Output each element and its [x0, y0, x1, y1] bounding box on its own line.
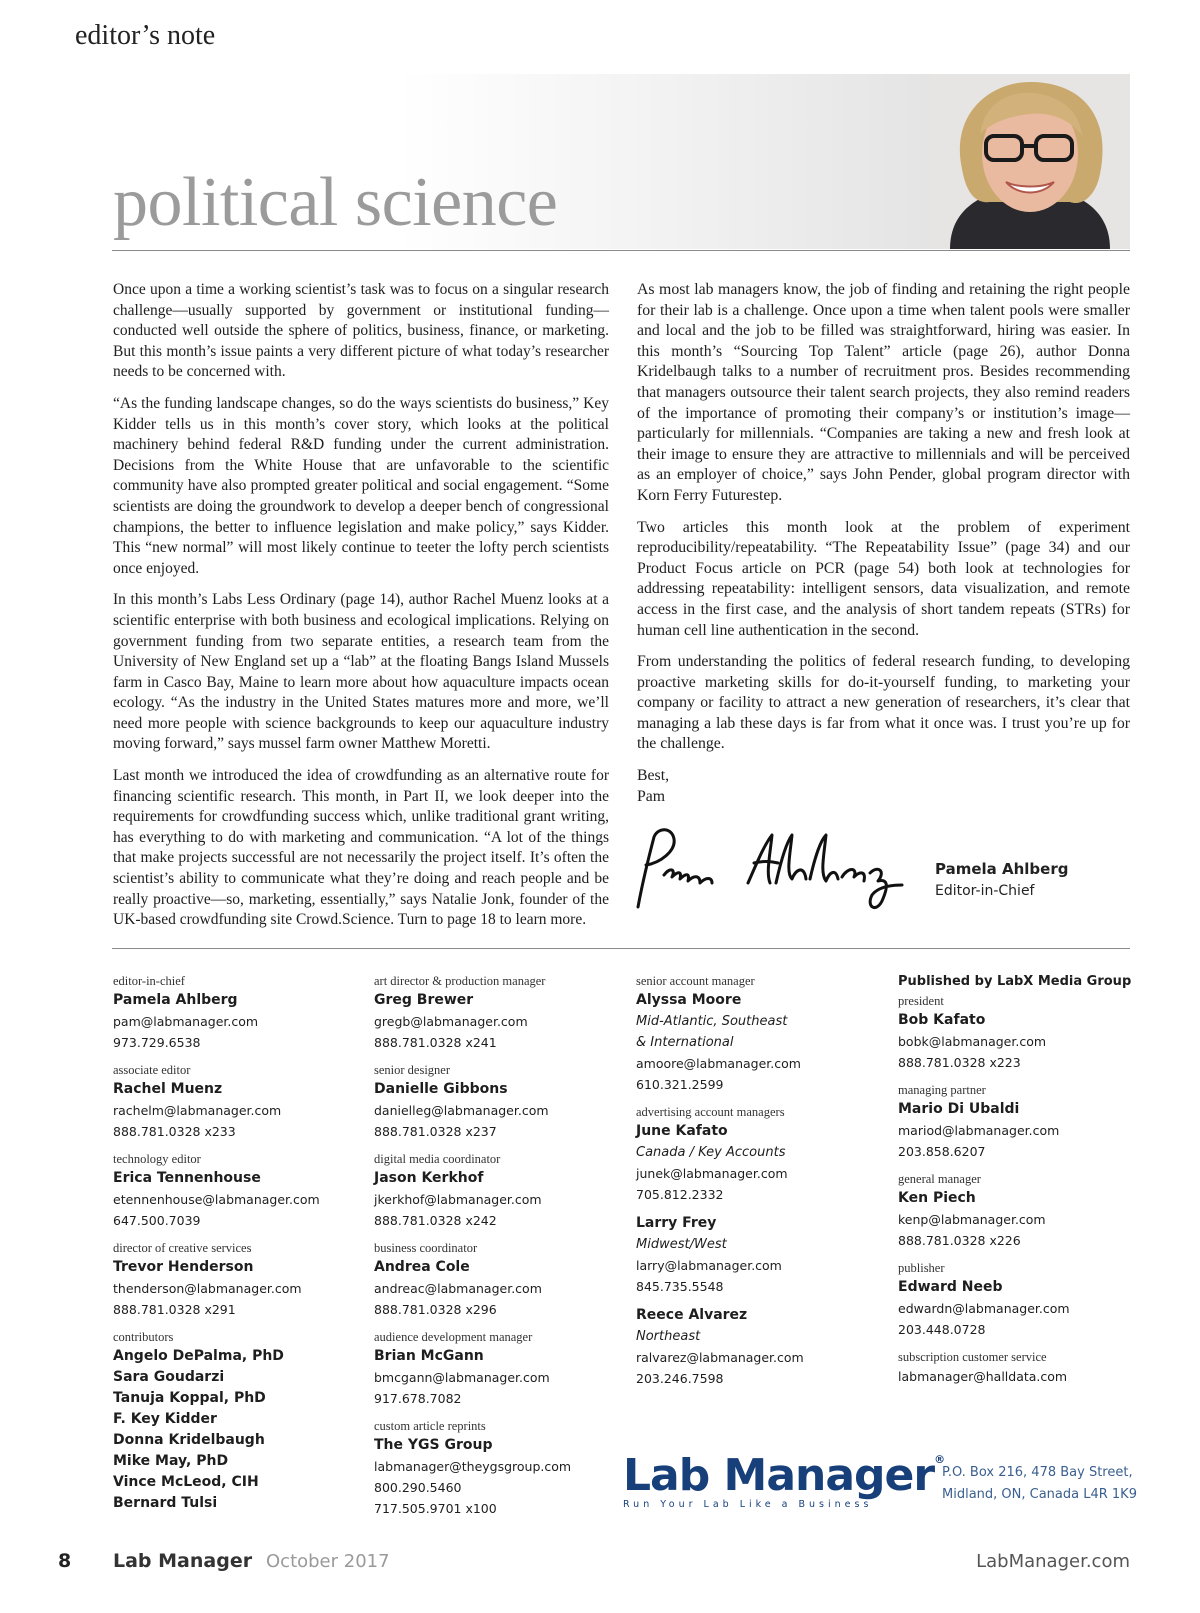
- staff-name: Bob Kafato: [898, 1012, 986, 1028]
- staff-role: subscription customer service: [898, 1350, 1047, 1364]
- contributor-name: Angelo DePalma, PhD: [113, 1348, 284, 1364]
- staff-email[interactable]: larry@labmanager.com: [636, 1258, 782, 1273]
- staff-email[interactable]: junek@labmanager.com: [636, 1166, 788, 1181]
- staff-email[interactable]: bobk@labmanager.com: [898, 1034, 1047, 1049]
- contributor-name: Donna Kridelbaugh: [113, 1432, 265, 1448]
- staff-role: contributors: [113, 1330, 174, 1344]
- logo-tagline: Run Your Lab Like a Business: [623, 1499, 873, 1510]
- staff-phone: 203.858.6207: [898, 1144, 986, 1159]
- address-line: P.O. Box 216, 478 Bay Street,: [942, 1465, 1133, 1480]
- staff-phone: 800.290.5460: [374, 1480, 462, 1495]
- contributors-list: [113, 1328, 363, 1514]
- staff-region: Mid-Atlantic, Southeast: [636, 1014, 788, 1029]
- contributor-name: Vince McLeod, CIH: [113, 1474, 259, 1490]
- staff-phone: 917.678.7082: [374, 1391, 462, 1406]
- staff-name: Ken Piech: [898, 1190, 976, 1206]
- staff-role: associate editor: [113, 1063, 191, 1077]
- staff-email[interactable]: jkerkhof@labmanager.com: [374, 1192, 542, 1207]
- footer-issue-date: October 2017: [266, 1551, 390, 1572]
- contributor-name: Tanuja Koppal, PhD: [113, 1390, 266, 1406]
- staff-name: Erica Tennenhouse: [113, 1170, 261, 1186]
- staff-phone: 203.246.7598: [636, 1371, 724, 1386]
- staff-region: Midwest/West: [636, 1237, 727, 1252]
- signature-name: Pamela Ahlberg: [935, 860, 1069, 878]
- staff-phone: 888.781.0328 x226: [898, 1233, 1021, 1248]
- staff-phone: 845.735.5548: [636, 1279, 724, 1294]
- staff-name: Edward Neeb: [898, 1279, 1003, 1295]
- staff-email[interactable]: bmcgann@labmanager.com: [374, 1370, 550, 1385]
- staff-phone: 888.781.0328 x291: [113, 1302, 236, 1317]
- staff-role: business coordinator: [374, 1241, 478, 1255]
- closing-salutation: Best,: [637, 767, 670, 785]
- staff-email[interactable]: andreac@labmanager.com: [374, 1281, 542, 1296]
- staff-phone: 973.729.6538: [113, 1035, 201, 1050]
- staff-role: general manager: [898, 1172, 981, 1186]
- footer-website-link[interactable]: LabManager.com: [976, 1551, 1130, 1572]
- staff-region: & International: [636, 1035, 734, 1050]
- staff-phone: 705.812.2332: [636, 1187, 724, 1202]
- staff-entry: [113, 972, 363, 1053]
- staff-email[interactable]: ralvarez@labmanager.com: [636, 1350, 804, 1365]
- staff-email[interactable]: etennenhouse@labmanager.com: [113, 1192, 320, 1207]
- masthead-column: [636, 972, 886, 1397]
- staff-name: The YGS Group: [374, 1437, 493, 1453]
- staff-phone: 717.505.9701 x100: [374, 1501, 497, 1516]
- paragraph: From understanding the politics of federal research funding, to developing proactive marketing skills for do-it-yourself funding, to marketing your company or facility to attract a new generation of researchers, it’s clear that managing a lab these days is far from what it once was. I trust you’re up for the challenge.: [637, 653, 1130, 753]
- paragraph: “As the funding landscape changes, so do the ways scientists do business,” Key Kidder tells us in this month’s cover story, which looks at the political machinery behind federal R&D funding under the current administration. Decisions from the White House that are unfavorable to the scientific community have also prompted greater political and social engagement. “Some scientists are doing the groundwork to develop a deeper bench of congressional champions, the better to influence legislation and make policy,” says Kidder. This “new normal” will most likely continue to teeter the lofty perch scientists once enjoyed.: [113, 394, 609, 577]
- staff-role: advertising account managers: [636, 1105, 785, 1119]
- masthead-column: [374, 972, 624, 1527]
- masthead-rule: [112, 948, 1130, 949]
- staff-role: president: [898, 994, 944, 1008]
- staff-name: Larry Frey: [636, 1215, 717, 1231]
- paragraph: Two articles this month look at the problem of experiment reproducibility/repeatability. “The Repeatability Issue” (page 34) and our Product Focus article on PCR (page 54) both look at technologies for addressing repeatability: intelligent sensors, data visualization, and remote access in the first case, and the analysis of short tandem repeats (STRs) for human cell line authentication in the second.: [637, 518, 1130, 639]
- staff-entry: [636, 972, 886, 1095]
- contributor-name: F. Key Kidder: [113, 1411, 217, 1427]
- staff-role: director of creative services: [113, 1241, 252, 1255]
- staff-name: Greg Brewer: [374, 992, 474, 1008]
- staff-name: Rachel Muenz: [113, 1081, 223, 1097]
- staff-entry: [374, 1239, 624, 1320]
- lab-manager-logo: [623, 1450, 945, 1510]
- handwritten-signature: [620, 825, 920, 915]
- contributor-name: Mike May, PhD: [113, 1453, 229, 1469]
- headline-rule: [112, 250, 1130, 251]
- article-column-right: [637, 280, 1130, 807]
- staff-role: managing partner: [898, 1083, 986, 1097]
- staff-role: audience development manager: [374, 1330, 533, 1344]
- staff-entry: [374, 1061, 624, 1142]
- staff-email[interactable]: edwardn@labmanager.com: [898, 1301, 1070, 1316]
- staff-phone: 888.781.0328 x223: [898, 1055, 1021, 1070]
- masthead-column: [113, 972, 363, 1522]
- staff-email[interactable]: amoore@labmanager.com: [636, 1056, 801, 1071]
- staff-email[interactable]: mariod@labmanager.com: [898, 1123, 1060, 1138]
- staff-entry: [113, 1239, 363, 1320]
- staff-phone: 203.448.0728: [898, 1322, 986, 1337]
- staff-role: editor-in-chief: [113, 974, 185, 988]
- footer-publication: Lab Manager: [113, 1550, 253, 1572]
- staff-name: Reece Alvarez: [636, 1307, 748, 1323]
- paragraph: As most lab managers know, the job of finding and retaining the right people for their lab is a challenge. Once upon a time when talent pools were smaller and local and the job to be filled was straightforward, hiring was easier. In this month’s “Sourcing Top Talent” article (page 26), author Donna Kridelbaugh talks to a number of recruitment pros. Besides recommending that managers outsource their talent search projects, they also remind readers of the importance of promoting their company’s or institution’s image—particularly for millennials. “Companies are taking a new and fresh look at their image to ensure they are attractive to millennials and will be perceived as an employer of choice,” says John Pender, global program director with Korn Ferry Futurestep.: [637, 281, 1130, 504]
- staff-name: Pamela Ahlberg: [113, 992, 238, 1008]
- staff-entry: [636, 1305, 886, 1389]
- registered-mark: ®: [934, 1453, 945, 1466]
- staff-entry: [898, 1170, 1148, 1251]
- signature-title: Editor-in-Chief: [935, 883, 1035, 899]
- staff-phone: 888.781.0328 x237: [374, 1124, 497, 1139]
- staff-phone: 888.781.0328 x242: [374, 1213, 497, 1228]
- logo-wordmark: [623, 1450, 945, 1501]
- staff-name: Mario Di Ubaldi: [898, 1101, 1020, 1117]
- staff-entry: [636, 1213, 886, 1297]
- staff-entry: [898, 1259, 1148, 1340]
- staff-phone: 888.781.0328 x296: [374, 1302, 497, 1317]
- staff-entry: [898, 1348, 1148, 1387]
- staff-role: senior account manager: [636, 974, 755, 988]
- staff-name: Alyssa Moore: [636, 992, 742, 1008]
- staff-phone: 888.781.0328 x233: [113, 1124, 236, 1139]
- staff-name: Jason Kerkhof: [374, 1170, 484, 1186]
- staff-entry: [636, 1103, 886, 1205]
- staff-email[interactable]: rachelm@labmanager.com: [113, 1103, 282, 1118]
- staff-role: technology editor: [113, 1152, 201, 1166]
- staff-entry: [374, 1417, 624, 1519]
- paragraph: In this month’s Labs Less Ordinary (page 14), author Rachel Muenz looks at a scientific enterprise with both business and ecological implications. Relying on government funding from two separate entities, a research team from the University of New England set up a “lab” at the floating Bangs Island Mussels farm in Casco Bay, Maine to learn more about how aquaculture impacts ocean ecology. “As the industry in the United States matures more and more, we’ll need more people with science backgrounds to keep our aquaculture industry moving forward,” says mussel farm owner Matthew Moretti.: [113, 591, 609, 753]
- staff-entry: [898, 992, 1148, 1073]
- page-title: political science: [113, 164, 558, 241]
- staff-email[interactable]: labmanager@halldata.com: [898, 1369, 1068, 1384]
- staff-region: Canada / Key Accounts: [636, 1145, 786, 1160]
- staff-entry: [113, 1061, 363, 1142]
- staff-entry: [898, 1081, 1148, 1162]
- staff-entry: [113, 1150, 363, 1231]
- publisher-group-heading: Published by LabX Media Group: [898, 974, 1132, 989]
- staff-email[interactable]: labmanager@theygsgroup.com: [374, 1459, 572, 1474]
- staff-name: June Kafato: [636, 1123, 728, 1139]
- paragraph: Last month we introduced the idea of crowdfunding as an alternative route for financing scientific research. This month, in Part II, we look deeper into the requirements for crowdfunding success which, unlike traditional grant writing, has everything to do with marketing and communication. “A lot of the things that make projects successful are not necessarily the project itself. It’s often the scientist’s ability to communicate what they’re doing and reach people and be really proactive—so, marketing, essentially,” says Natalie Jonk, founder of the UK-based crowdfunding site Crowd.Science. Turn to page 18 to learn more.: [113, 767, 609, 929]
- staff-name: Andrea Cole: [374, 1259, 470, 1275]
- mailing-address: [942, 1462, 1142, 1506]
- staff-email[interactable]: pam@labmanager.com: [113, 1014, 259, 1029]
- staff-email[interactable]: thenderson@labmanager.com: [113, 1281, 302, 1296]
- staff-phone: 610.321.2599: [636, 1077, 724, 1092]
- staff-role: publisher: [898, 1261, 945, 1275]
- staff-email[interactable]: danielleg@labmanager.com: [374, 1103, 549, 1118]
- closing-signoff: Pam: [637, 787, 666, 805]
- staff-name: Danielle Gibbons: [374, 1081, 508, 1097]
- staff-phone: 888.781.0328 x241: [374, 1035, 497, 1050]
- editor-portrait: [930, 74, 1130, 249]
- staff-entry: [374, 1150, 624, 1231]
- contributor-name: Bernard Tulsi: [113, 1495, 218, 1511]
- paragraph: Once upon a time a working scientist’s task was to focus on a singular research challenge—usually supported by government or institutional funding—conducted well outside the sphere of politics, business, finance, or marketing. But this month’s issue paints a very different picture of what today’s researcher needs to be concerned with.: [113, 281, 609, 381]
- contributor-name: Sara Goudarzi: [113, 1369, 225, 1385]
- staff-role: art director & production manager: [374, 974, 546, 988]
- staff-role: digital media coordinator: [374, 1152, 501, 1166]
- staff-role: custom article reprints: [374, 1419, 486, 1433]
- section-label: editor’s note: [75, 20, 216, 51]
- masthead-column: [898, 972, 1148, 1395]
- staff-entry: [374, 972, 624, 1053]
- staff-role: senior designer: [374, 1063, 451, 1077]
- staff-email[interactable]: gregb@labmanager.com: [374, 1014, 528, 1029]
- staff-entry: [374, 1328, 624, 1409]
- page-number: 8: [58, 1550, 72, 1572]
- staff-name: Trevor Henderson: [113, 1259, 254, 1275]
- staff-phone: 647.500.7039: [113, 1213, 201, 1228]
- article-column-left: [113, 280, 609, 942]
- logo-wordmark-text: Lab Manager: [623, 1450, 935, 1501]
- staff-email[interactable]: kenp@labmanager.com: [898, 1212, 1046, 1227]
- address-line: Midland, ON, Canada L4R 1K9: [942, 1487, 1137, 1502]
- staff-region: Northeast: [636, 1329, 701, 1344]
- staff-name: Brian McGann: [374, 1348, 484, 1364]
